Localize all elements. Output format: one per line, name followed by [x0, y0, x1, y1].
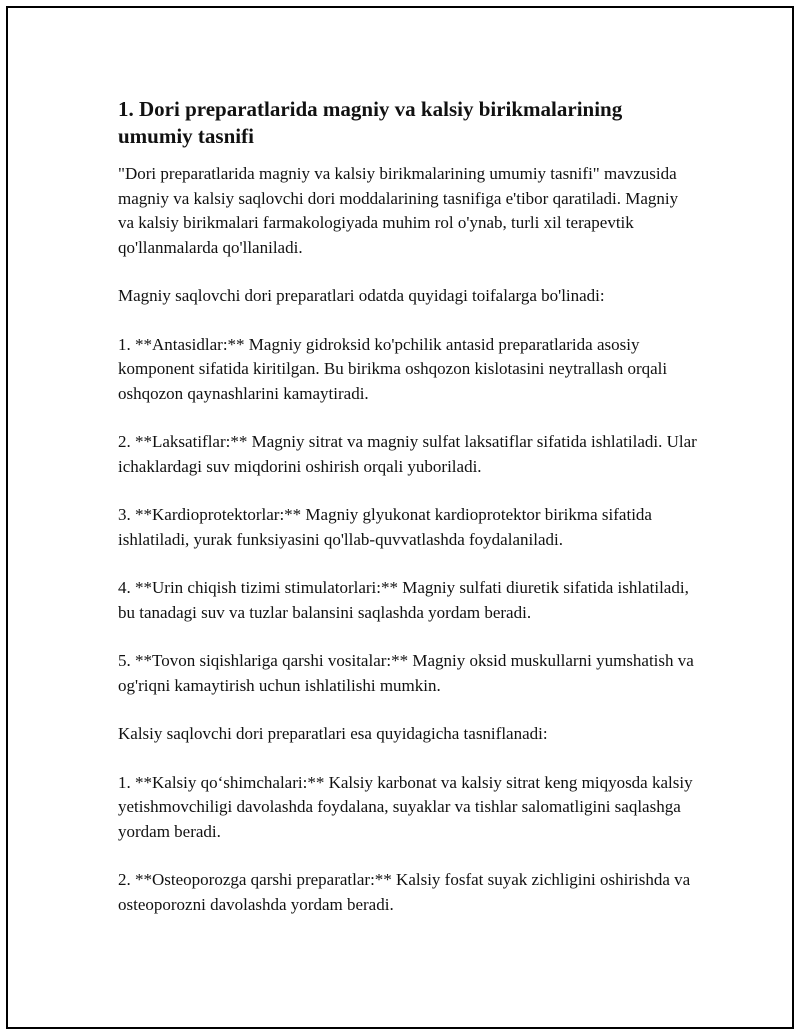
list-item-laxatives: 2. **Laksatiflar:** Magniy sitrat va magniy sulfat laksatiflar sifatida ishlatiladi. Ular ichaklardagi suv miqdorini oshirish orqali yuboriladi. [118, 432, 697, 476]
list-item-antacids: 1. **Antasidlar:** Magniy gidroksid ko'pchilik antasid preparatlarida asosiy komponent sifatida kiritilgan. Bu birikma oshqozon kislotasini neytrallash orqali oshqozon qaynashlarini kamaytiradi. [118, 334, 668, 403]
paragraph-calcium-lead: Kalsiy saqlovchi dori preparatlari esa quyidagicha tasniflanadi: [118, 724, 548, 743]
document-body [118, 96, 698, 941]
paragraph-magnesium-lead: Magniy saqlovchi dori preparatlari odatda quyidagi toifalarga bo'linadi: [118, 286, 605, 305]
list-item-diuretics: 4. **Urin chiqish tizimi stimulatorlari:** Magniy sulfati diuretik sifatida ishlatiladi, bu tanadagi suv va tuzlar balansini saqlashda yordam beradi. [118, 578, 689, 622]
list-item-anti-osteoporosis: 2. **Osteoporozga qarshi preparatlar:** Kalsiy fosfat suyak zichligini oshirishda va osteoporozni davolashda yordam beradi. [118, 870, 691, 914]
list-item-cardioprotectors: 3. **Kardioprotektorlar:** Magniy glyukonat kardioprotektor birikma sifatida ishlatiladi, yurak funksiyasini qo'llab-quvvatlashda foydalaniladi. [118, 505, 652, 549]
paragraph-intro: "Dori preparatlarida magniy va kalsiy birikmalarining umumiy tasnifi" mavzusida magniy va kalsiy saqlovchi dori moddalarining tasnifiga e'tibor qaratiladi. Magniy va kalsiy birikmalari farmakologiyada muhim rol o'ynab, turli xil terapevtik qo'llanmalarda qo'llaniladi. [118, 164, 679, 257]
list-item-calcium-supplements: 1. **Kalsiy qo‘shimchalari:** Kalsiy karbonat va kalsiy sitrat keng miqyosda kalsiy yetishmovchiligi davolashda foydalana, suyaklar va tishlar salomatligini saqlashga yordam beradi. [118, 772, 693, 841]
list-item-muscle-relaxants: 5. **Tovon siqishlariga qarshi vositalar:** Magniy oksid muskullarni yumshatish va og'riqni kamaytirish uchun ishlatilishi mumkin. [118, 651, 694, 695]
document-heading: 1. Dori preparatlarida magniy va kalsiy birikmalarining umumiy tasnifi [118, 97, 623, 148]
document-page [6, 6, 794, 1029]
